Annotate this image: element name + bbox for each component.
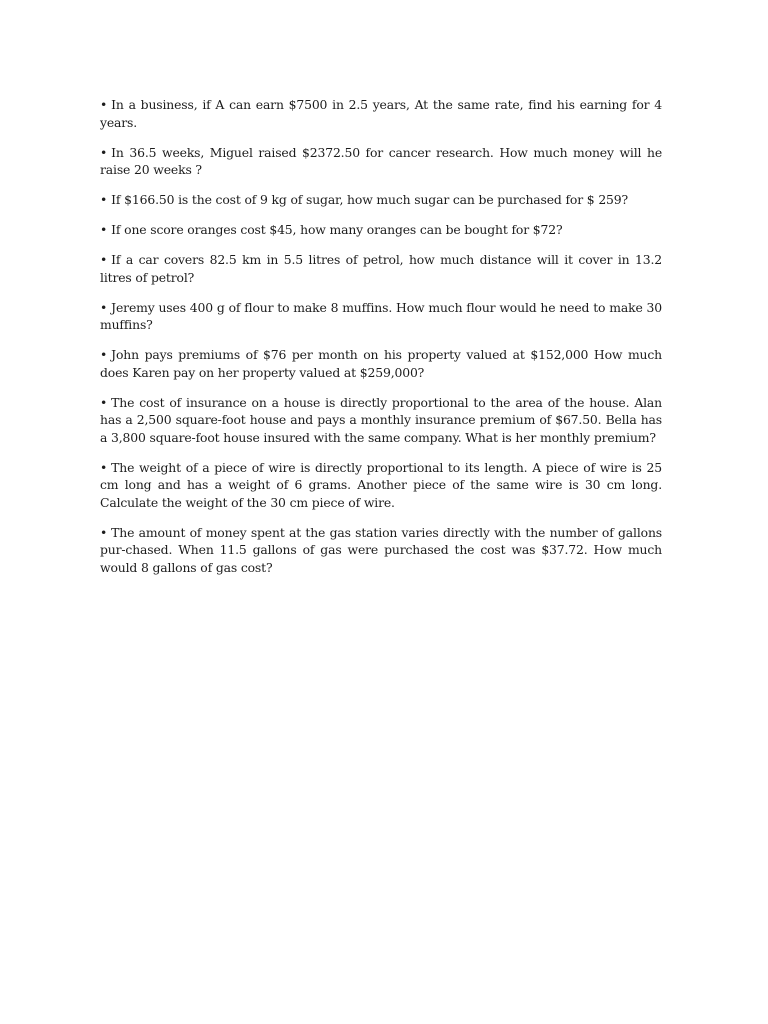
bullet-icon: •	[100, 459, 108, 475]
problem-text: The cost of insurance on a house is directly proportional to the area of the house. Alan has a 2,500 square-foot house and pays a monthly insurance premium of $67.50. Bella has a 3,800 square-foot house insured with the same company. What is her monthly premium?	[100, 394, 662, 445]
problem-text: If one score oranges cost $45, how many oranges can be bought for $72?	[111, 222, 563, 237]
problem-item	[100, 144, 662, 179]
bullet-icon: •	[100, 252, 108, 267]
bullet-icon: •	[100, 222, 108, 237]
problem-text: In 36.5 weeks, Miguel raised $2372.50 for cancer research. How much money will he raise 20 weeks ?	[100, 144, 662, 177]
bullet-icon: •	[100, 524, 108, 540]
problem-item	[100, 346, 662, 381]
bullet-icon: •	[100, 394, 108, 410]
bullet-icon: •	[100, 299, 108, 315]
problem-item	[100, 459, 662, 512]
problem-list	[100, 96, 662, 589]
problem-item	[100, 524, 662, 577]
problem-item	[100, 394, 662, 447]
problem-item	[100, 251, 662, 286]
bullet-icon: •	[100, 192, 108, 207]
problem-text: The amount of money spent at the gas station varies directly with the number of gallons pur-chased. When 11.5 gallons of gas were purchased the cost was $37.72. How much would 8 gallons of gas cost?	[100, 524, 662, 575]
bullet-icon: •	[100, 347, 108, 362]
problem-item	[100, 221, 662, 239]
bullet-icon: •	[100, 144, 108, 160]
problem-item	[100, 96, 662, 131]
problem-text: Jeremy uses 400 g of flour to make 8 muffins. How much flour would he need to make 30 muffins?	[100, 299, 662, 332]
problem-text: If a car covers 82.5 km in 5.5 litres of petrol, how much distance will it cover in 13.2 litres of petrol?	[100, 252, 662, 285]
problem-item	[100, 299, 662, 334]
problem-text: If $166.50 is the cost of 9 kg of sugar, how much sugar can be purchased for $ 259?	[111, 192, 629, 207]
problem-text: In a business, if A can earn $7500 in 2.5 years, At the same rate, find his earning for 4 years.	[100, 97, 662, 130]
problem-item	[100, 191, 662, 209]
problem-text: John pays premiums of $76 per month on his property valued at $152,000 How much does Karen pay on her property valued at $259,000?	[100, 347, 662, 380]
problem-text: The weight of a piece of wire is directly proportional to its length. A piece of wire is 25 cm long and has a weight of 6 grams. Another piece of the same wire is 30 cm long. Calculate the weight of the 30 cm piece of wire.	[100, 459, 662, 510]
bullet-icon: •	[100, 97, 108, 112]
